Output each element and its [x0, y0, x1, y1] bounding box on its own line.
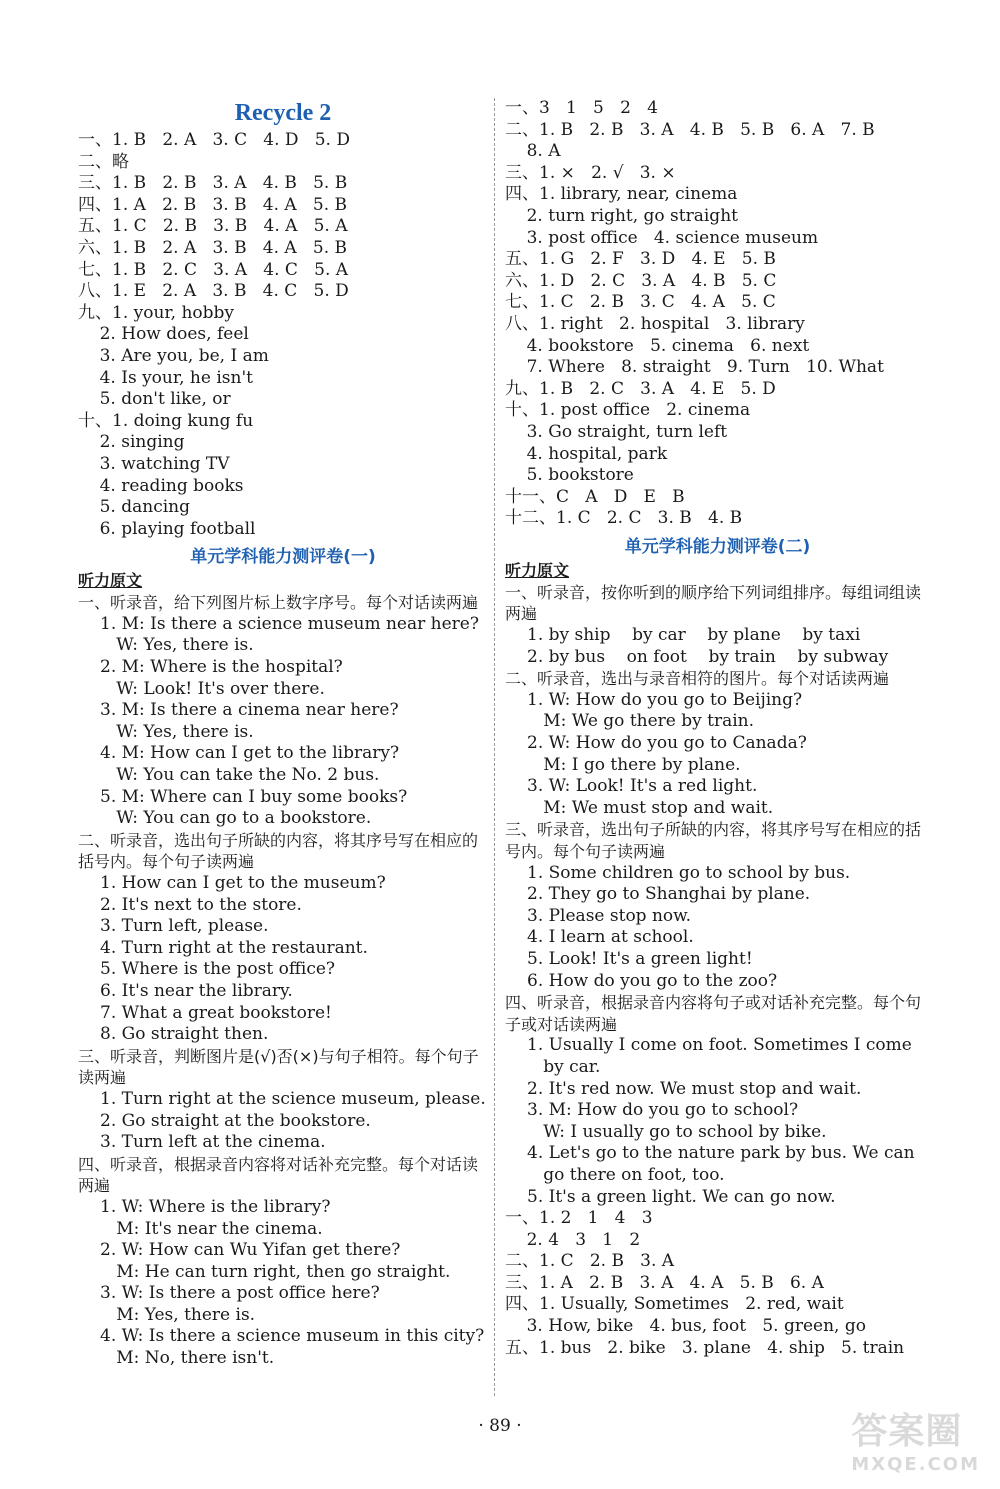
question-lines	[505, 863, 930, 993]
text-line: 1. How can I get to the museum?	[100, 873, 386, 893]
text-line: 4. reading books	[78, 475, 244, 496]
text-line: 3. Turn left, please.	[100, 916, 269, 937]
text-line: 2. turn right, go straight	[505, 205, 738, 226]
text-line: 十一、C A D E B	[505, 486, 685, 507]
text-line: 二、略	[78, 151, 129, 172]
text-line: W: You can take the No. 2 bus.	[100, 765, 380, 786]
text-line: 2. M: Where is the hospital?	[100, 657, 343, 678]
text-line: 7. Where 8. straight 9. Turn 10. What	[505, 357, 884, 378]
text-line: 2. 4 3 1 2	[505, 1229, 641, 1250]
text-line: M: No, there isn't.	[100, 1348, 275, 1369]
question-lines	[505, 1035, 930, 1208]
text-line: W: Look! It's over there.	[100, 678, 325, 699]
text-line: 5. don't like, or	[78, 389, 231, 410]
text-line: 4. I learn at school.	[527, 927, 694, 948]
text-line: 四、1. library, near, cinema	[505, 184, 738, 205]
text-line: 5. dancing	[78, 497, 190, 518]
question-heading: 一、听录音，给下列图片标上数字序号。每个对话读两遍	[78, 593, 479, 613]
text-line: M: We go there by train.	[527, 711, 755, 732]
text-line: 九、1. your, hobby	[78, 302, 235, 323]
text-line: 4. W: Is there a science museum in this city?	[100, 1326, 485, 1347]
text-line: by car.	[527, 1056, 601, 1077]
watermark-text: 答案圈	[851, 1411, 963, 1452]
text-line: W: Yes, there is.	[100, 721, 254, 742]
text-line: 五、1. bus 2. bike 3. plane 4. ship 5. train	[505, 1337, 905, 1358]
text-line: 三、1. × 2. √ 3. ×	[505, 162, 676, 183]
question-lines	[505, 625, 930, 668]
text-line: 一、1. 2 1 4 3	[505, 1208, 653, 1229]
text-line: M: It's near the cinema.	[100, 1218, 323, 1239]
text-line: 三、1. A 2. B 3. A 4. A 5. B 6. A	[505, 1272, 824, 1293]
text-line: 5. M: Where can I buy some books?	[100, 786, 408, 807]
text-line: M: He can turn right, then go straight.	[100, 1261, 451, 1282]
text-line: 1. Some children go to school by bus.	[527, 862, 851, 883]
text-line: 五、1. G 2. F 3. D 4. E 5. B	[505, 249, 776, 270]
text-line: 5. Where is the post office?	[100, 959, 336, 980]
question-heading: 一、听录音，按你听到的顺序给下列词组排序。每组词组读两遍	[505, 582, 922, 624]
text-line: 4. M: How can I get to the library?	[100, 743, 400, 764]
page-number: · 89 ·	[478, 1416, 522, 1436]
text-line: 2. How does, feel	[78, 324, 249, 345]
right-answers-2	[505, 1208, 930, 1359]
listening-label: 听力原文	[505, 560, 570, 580]
text-line: 2. Go straight at the bookstore.	[100, 1110, 371, 1131]
text-line: 3. Go straight, turn left	[505, 421, 728, 442]
text-line: 3. post office 4. science museum	[505, 227, 819, 248]
watermark-logo	[851, 1403, 980, 1475]
section-title-1: 单元学科能力测评卷(一)	[190, 547, 376, 568]
text-line: 3. M: How do you go to school?	[527, 1100, 799, 1121]
text-line: 3. watching TV	[78, 453, 230, 474]
text-line: 1. Turn right at the science museum, please.	[100, 1088, 486, 1109]
text-line: 3. M: Is there a cinema near here?	[100, 700, 399, 721]
text-line: 十、1. post office 2. cinema	[505, 400, 751, 421]
text-line: 3. Turn left at the cinema.	[100, 1132, 326, 1153]
left-column	[78, 98, 488, 1370]
text-line: 8. A	[505, 141, 561, 162]
text-line: 二、1. B 2. B 3. A 4. B 5. B 6. A 7. B	[505, 119, 875, 140]
text-line: 1. W: How do you go to Beijing?	[527, 689, 803, 710]
text-line: 4. Turn right at the restaurant.	[100, 937, 368, 958]
text-line: 九、1. B 2. C 3. A 4. E 5. D	[505, 378, 776, 399]
text-line: 2. They go to Shanghai by plane.	[527, 884, 811, 905]
text-line: 1. W: Where is the library?	[100, 1196, 331, 1217]
text-line: 3. Please stop now.	[527, 905, 692, 926]
left-answers	[78, 130, 488, 540]
text-line: 3. W: Look! It's a red light.	[527, 776, 758, 797]
text-line: 3. Are you, be, I am	[78, 345, 269, 366]
question-lines	[78, 1089, 488, 1154]
text-line: W: Yes, there is.	[100, 635, 254, 656]
text-line: 六、1. B 2. A 3. B 4. A 5. B	[78, 237, 347, 258]
text-line: 八、1. E 2. A 3. B 4. C 5. D	[78, 281, 349, 302]
text-line: 1. M: Is there a science museum near here?	[100, 613, 479, 634]
text-line: 五、1. C 2. B 3. B 4. A 5. A	[78, 216, 348, 237]
text-line: 十、1. doing kung fu	[78, 410, 254, 431]
question-heading: 二、听录音，选出与录音相符的图片。每个对话读两遍	[505, 669, 890, 689]
text-line: 3. How, bike 4. bus, foot 5. green, go	[505, 1316, 866, 1337]
text-line: 4. Is your, he isn't	[78, 367, 253, 388]
text-line: 2. singing	[78, 432, 185, 453]
text-line: 8. Go straight then.	[100, 1024, 269, 1045]
column-divider	[494, 98, 496, 1396]
text-line: 三、1. B 2. B 3. A 4. B 5. B	[78, 173, 348, 194]
watermark-url: MXQE.COM	[851, 1454, 980, 1475]
text-line: 5. It's a green light. We can go now.	[527, 1186, 836, 1207]
text-line: 4. hospital, park	[505, 443, 668, 464]
question-heading: 二、听录音，选出句子所缺的内容，将其序号写在相应的括号内。每个句子读两遍	[78, 830, 479, 872]
right-answers	[505, 98, 930, 530]
text-line: 十二、1. C 2. C 3. B 4. B	[505, 508, 743, 529]
text-line: 2. It's red now. We must stop and wait.	[527, 1078, 862, 1099]
text-line: 5. bookstore	[505, 465, 634, 486]
text-line: W: I usually go to school by bike.	[527, 1121, 827, 1142]
text-line: go there on foot, too.	[527, 1164, 725, 1185]
question-heading: 四、听录音，根据录音内容将对话补充完整。每个对话读两遍	[78, 1154, 479, 1196]
text-line: 4. Let's go to the nature park by bus. We can	[527, 1143, 915, 1164]
question-lines	[78, 614, 488, 830]
text-line: 2. by bus on foot by train by subway	[527, 646, 889, 667]
text-line: 一、3 1 5 2 4	[505, 98, 658, 118]
text-line: 四、1. Usually, Sometimes 2. red, wait	[505, 1294, 844, 1315]
text-line: 4. bookstore 5. cinema 6. next	[505, 335, 810, 356]
text-line: 2. W: How can Wu Yifan get there?	[100, 1240, 401, 1261]
text-line: M: Yes, there is.	[100, 1304, 256, 1325]
recycle-title: Recycle 2	[234, 100, 332, 126]
question-lines	[78, 1197, 488, 1370]
right-column	[505, 98, 930, 1359]
text-line: 四、1. A 2. B 3. B 4. A 5. B	[78, 194, 347, 215]
text-line: 七、1. C 2. B 3. C 4. A 5. C	[505, 292, 776, 313]
section-title-2: 单元学科能力测评卷(二)	[624, 536, 811, 557]
text-line: 八、1. right 2. hospital 3. library	[505, 313, 805, 334]
question-heading: 三、听录音，选出句子所缺的内容，将其序号写在相应的括号内。每个句子读两遍	[505, 820, 922, 861]
text-line: 6. playing football	[78, 518, 256, 539]
listening-label: 听力原文	[78, 571, 143, 591]
text-line: 1. by ship by car by plane by taxi	[527, 625, 861, 646]
question-lines	[78, 873, 488, 1046]
question-lines	[505, 690, 930, 820]
text-line: 一、1. B 2. A 3. C 4. D 5. D	[78, 130, 350, 150]
text-line: 7. What a great bookstore!	[100, 1002, 332, 1023]
question-heading: 三、听录音，判断图片是(√)否(×)与句子相符。每个句子读两遍	[78, 1046, 479, 1088]
question-heading: 四、听录音，根据录音内容将句子或对话补充完整。每个句子或对话读两遍	[505, 993, 922, 1034]
text-line: 1. Usually I come on foot. Sometimes I come	[527, 1035, 912, 1056]
text-line: 六、1. D 2. C 3. A 4. B 5. C	[505, 270, 777, 291]
text-line: M: I go there by plane.	[527, 754, 741, 775]
text-line: W: You can go to a bookstore.	[100, 808, 372, 829]
text-line: 七、1. B 2. C 3. A 4. C 5. A	[78, 259, 349, 280]
text-line: 5. Look! It's a green light!	[527, 948, 753, 969]
text-line: 6. It's near the library.	[100, 980, 293, 1001]
text-line: 6. How do you go to the zoo?	[527, 970, 778, 991]
text-line: M: We must stop and wait.	[527, 797, 774, 818]
text-line: 2. It's next to the store.	[100, 894, 302, 915]
text-line: 二、1. C 2. B 3. A	[505, 1251, 675, 1272]
text-line: 3. W: Is there a post office here?	[100, 1283, 380, 1304]
text-line: 2. W: How do you go to Canada?	[527, 733, 807, 754]
